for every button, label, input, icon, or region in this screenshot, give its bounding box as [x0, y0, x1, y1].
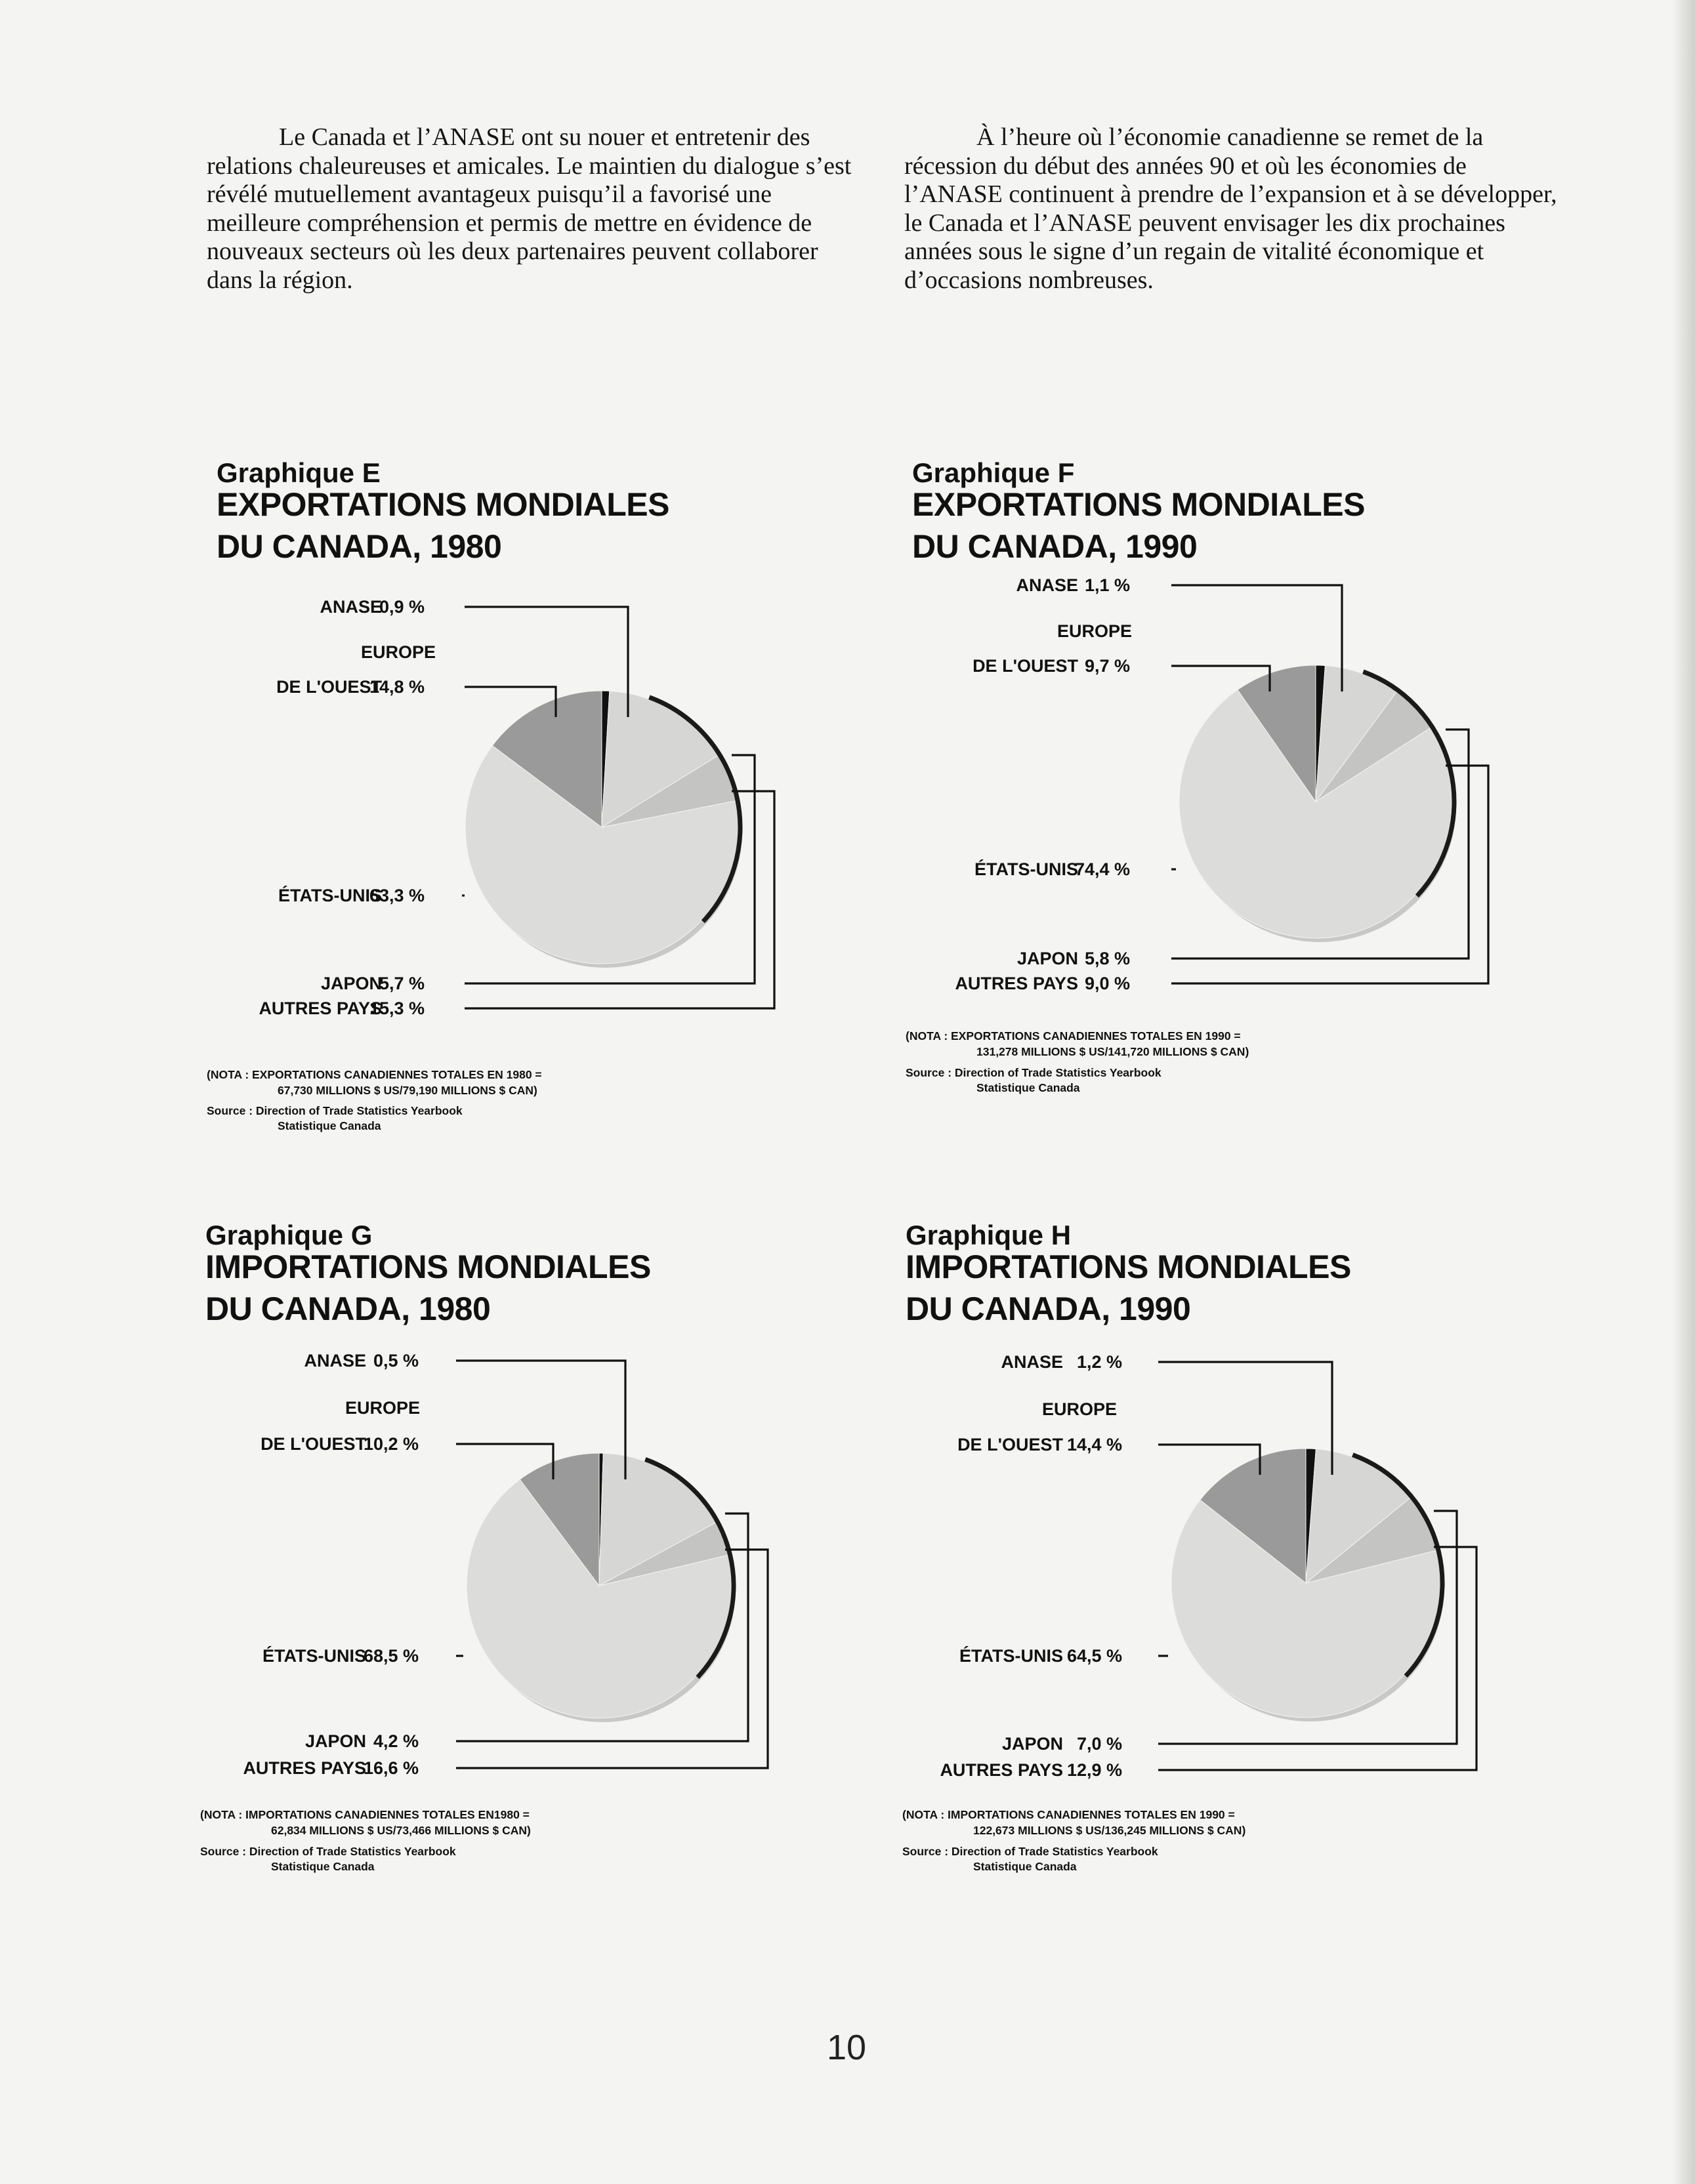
slice-label-line1: EUROPE	[1041, 1399, 1117, 1419]
chart-source-line2: Statistique Canada	[976, 1081, 1080, 1094]
slice-value-europe-de-l-ouest: 14,8 %	[369, 677, 425, 697]
slice-label-anase: ANASE	[1001, 1352, 1063, 1372]
chart-note-line2: 131,278 MILLIONS $ US/141,720 MILLIONS $ CAN)	[976, 1045, 1249, 1058]
slice-label-autres-pays: AUTRES PAYS	[955, 974, 1078, 993]
chart-source-line1: Source : Direction of Trade Statistics Yearbook	[207, 1104, 463, 1117]
slice-value-anase: 0,9 %	[379, 597, 425, 617]
chart-source-line2: Statistique Canada	[271, 1860, 375, 1873]
chart-note	[906, 1028, 1249, 1060]
chart-label: Graphique G	[205, 1220, 373, 1250]
paragraph-left: Le Canada et l’ANASE ont su nouer et entretenir des relations chaleureuses et amicales. Le maintien du dialogue s’est révélé mutuellement avantageux puisqu’il a favorisé une meilleure compréhension et permis de mettre en évidence de nouveaux secteurs où les deux partenaires peuvent collaborer dans la région.	[207, 123, 852, 294]
chart-title-line2: DU CANADA, 1990	[912, 528, 1198, 565]
slice-label-etats-unis: ÉTATS-UNIS	[959, 1646, 1063, 1666]
slice-value-autres-pays: 12,9 %	[1066, 1760, 1122, 1780]
chart-title-line2: DU CANADA, 1980	[217, 528, 502, 565]
chart-title-line2: DU CANADA, 1990	[906, 1290, 1191, 1327]
slice-label-europe-de-l-ouest: DE L'OUEST	[973, 656, 1078, 676]
page-edge-shadow	[1673, 0, 1695, 2184]
slice-value-europe-de-l-ouest: 14,4 %	[1066, 1435, 1122, 1454]
slice-value-anase: 1,1 %	[1084, 575, 1130, 595]
slice-label-japon: JAPON	[1016, 949, 1078, 968]
slice-label-japon: JAPON	[1001, 1734, 1063, 1754]
slice-label-autres-pays: AUTRES PAYS	[940, 1760, 1063, 1780]
slice-value-europe-de-l-ouest: 9,7 %	[1084, 656, 1130, 676]
slice-label-autres-pays: AUTRES PAYS	[259, 999, 382, 1018]
slice-value-japon: 5,8 %	[1084, 949, 1130, 968]
slice-value-etats-unis: 68,5 %	[363, 1646, 419, 1666]
chart-graphique-g	[200, 1220, 960, 1935]
slice-value-japon: 7,0 %	[1076, 1734, 1122, 1754]
pie-chart-svg	[217, 457, 971, 1113]
slice-label-japon: JAPON	[304, 1731, 366, 1751]
slice-value-europe-de-l-ouest: 10,2 %	[363, 1434, 419, 1454]
chart-label: Graphique E	[217, 457, 381, 488]
chart-note-line1: (NOTA : IMPORTATIONS CANADIENNES TOTALES EN 1990 =	[902, 1808, 1235, 1821]
chart-note-line2: 67,730 MILLIONS $ US/79,190 MILLIONS $ CAN)	[278, 1084, 537, 1097]
slice-label-etats-unis: ÉTATS-UNIS	[262, 1646, 366, 1666]
slice-label-japon: JAPON	[320, 974, 382, 993]
slice-value-autres-pays: 15,3 %	[369, 999, 425, 1018]
chart-title-line2: DU CANADA, 1980	[205, 1290, 491, 1327]
slice-label-line1: EUROPE	[1057, 621, 1132, 641]
slice-label-europe-de-l-ouest: DE L'OUEST	[261, 1434, 366, 1454]
slice-value-etats-unis: 64,5 %	[1066, 1646, 1122, 1666]
chart-note-line1: (NOTA : EXPORTATIONS CANADIENNES TOTALES EN 1990 =	[906, 1029, 1241, 1042]
slice-label-etats-unis: ÉTATS-UNIS	[278, 886, 382, 905]
slice-label-autres-pays: AUTRES PAYS	[243, 1758, 366, 1778]
pie-chart-svg	[912, 457, 1667, 1113]
chart-note-line1: (NOTA : EXPORTATIONS CANADIENNES TOTALES EN 1980 =	[207, 1068, 542, 1081]
slice-label-line1: EUROPE	[360, 642, 436, 662]
chart-source-line2: Statistique Canada	[278, 1119, 381, 1132]
chart-title-line1: EXPORTATIONS MONDIALES	[912, 486, 1365, 523]
chart-note-line1: (NOTA : IMPORTATIONS CANADIENNES TOTALES EN1980 =	[200, 1808, 530, 1821]
chart-graphique-f	[906, 457, 1667, 1172]
page-number: 10	[827, 2028, 867, 2067]
slice-value-etats-unis: 74,4 %	[1074, 859, 1130, 879]
chart-label: Graphique F	[912, 457, 1075, 488]
slice-value-autres-pays: 16,6 %	[363, 1758, 419, 1778]
chart-note-line2: 62,834 MILLIONS $ US/73,466 MILLIONS $ CAN)	[271, 1824, 531, 1837]
pie-chart-svg	[906, 1220, 1660, 1876]
chart-source-line1: Source : Direction of Trade Statistics Yearbook	[200, 1845, 456, 1858]
chart-note	[207, 1067, 542, 1098]
slice-label-etats-unis: ÉTATS-UNIS	[974, 859, 1078, 879]
chart-source	[200, 1844, 456, 1874]
chart-note	[200, 1807, 531, 1838]
slice-value-autres-pays: 9,0 %	[1084, 974, 1130, 993]
slice-value-anase: 0,5 %	[373, 1351, 419, 1370]
slice-label-anase: ANASE	[320, 597, 382, 617]
chart-source	[906, 1065, 1161, 1096]
chart-source	[207, 1103, 463, 1134]
slice-label-line1: EUROPE	[345, 1398, 420, 1418]
chart-title-line1: EXPORTATIONS MONDIALES	[217, 486, 669, 523]
slice-value-anase: 1,2 %	[1076, 1352, 1122, 1372]
chart-graphique-h	[902, 1220, 1660, 1935]
chart-label: Graphique H	[906, 1220, 1072, 1250]
slice-value-japon: 4,2 %	[373, 1731, 419, 1751]
slice-label-anase: ANASE	[1016, 575, 1078, 595]
chart-graphique-e	[207, 457, 971, 1172]
chart-source-line1: Source : Direction of Trade Statistics Yearbook	[906, 1066, 1161, 1079]
slice-label-europe-de-l-ouest: DE L'OUEST	[957, 1435, 1063, 1454]
slice-label-anase: ANASE	[304, 1351, 366, 1370]
paragraph-right: À l’heure où l’économie canadienne se remet de la récession du début des années 90 et où les économies de l’ANASE continuent à prendre de l’expansion et à se développer, le Canada et l’ANASE peuvent envisager les dix prochaines années sous le signe d’un regain de vitalité économique et d’occasions nombreuses.	[904, 123, 1557, 294]
pie-chart-svg	[205, 1220, 960, 1876]
chart-note-line2: 122,673 MILLIONS $ US/136,245 MILLIONS $ CAN)	[973, 1824, 1246, 1837]
chart-title-line1: IMPORTATIONS MONDIALES	[205, 1248, 651, 1285]
chart-title-line1: IMPORTATIONS MONDIALES	[906, 1248, 1351, 1285]
chart-note	[902, 1807, 1245, 1838]
chart-source-line1: Source : Direction of Trade Statistics Yearbook	[902, 1845, 1158, 1858]
chart-source	[902, 1844, 1158, 1874]
slice-value-etats-unis: 63,3 %	[369, 886, 425, 905]
slice-label-europe-de-l-ouest: DE L'OUEST	[276, 677, 382, 697]
chart-source-line2: Statistique Canada	[973, 1860, 1077, 1873]
slice-value-japon: 5,7 %	[379, 974, 425, 993]
